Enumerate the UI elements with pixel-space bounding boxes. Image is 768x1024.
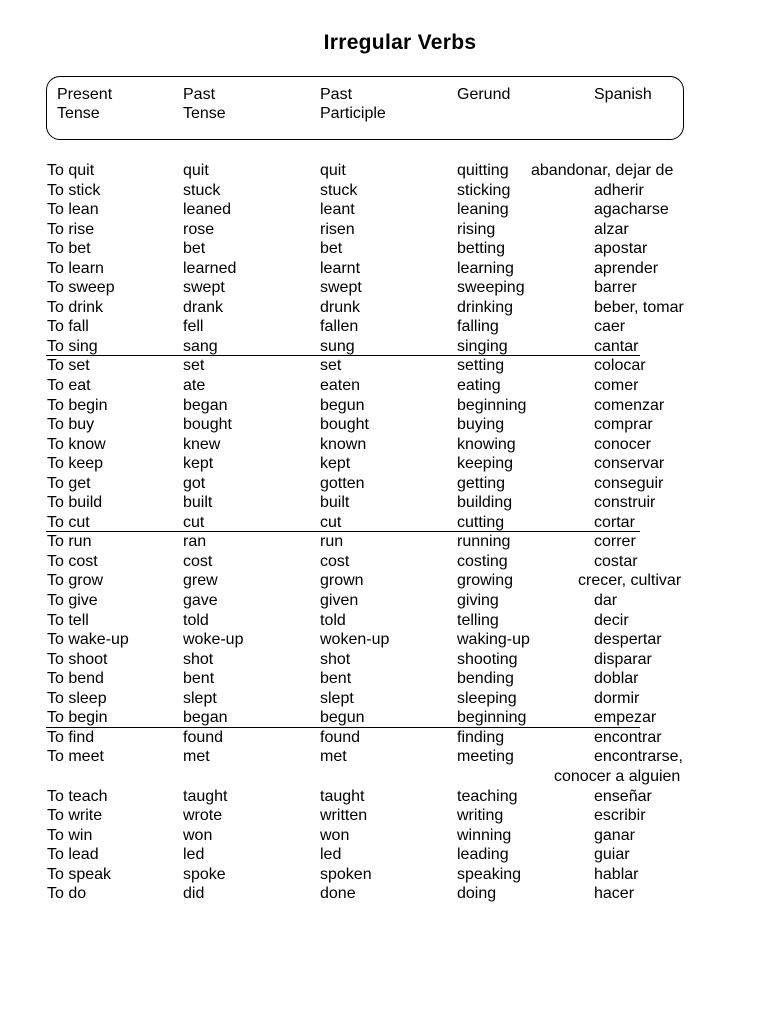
spanish-cell: comenzar: [594, 396, 665, 414]
spanish-cell: disparar: [594, 650, 652, 668]
past-tense-cell: rose: [183, 220, 215, 238]
gerund-cell: sweeping: [457, 279, 525, 297]
past-participle-cell: begun: [320, 709, 365, 727]
gerund-cell: building: [457, 494, 513, 512]
spanish-cell: enseñar: [594, 787, 652, 805]
header-participle-line2: Participle: [320, 105, 386, 122]
past-tense-cell: bent: [183, 670, 215, 688]
table-row: [0, 884, 768, 904]
past-participle-cell: told: [320, 611, 346, 629]
table-row: [0, 669, 768, 689]
present-tense-cell: To shoot: [47, 650, 108, 668]
table-row: [0, 728, 768, 748]
past-participle-cell: met: [320, 748, 347, 766]
past-participle-cell: fallen: [320, 318, 359, 336]
past-tense-cell: slept: [183, 689, 217, 707]
gerund-cell: buying: [457, 416, 505, 434]
gerund-cell: writing: [457, 807, 504, 825]
gerund-cell: sleeping: [457, 689, 517, 707]
gerund-cell: betting: [457, 240, 506, 258]
past-participle-cell: drunk: [320, 298, 361, 316]
present-tense-cell: To teach: [47, 787, 108, 805]
gerund-cell: falling: [457, 318, 499, 336]
past-tense-cell: taught: [183, 787, 228, 805]
present-tense-cell: To set: [47, 357, 90, 375]
past-tense-cell: shot: [183, 650, 214, 668]
past-participle-cell: bet: [320, 240, 343, 258]
present-tense-cell: To get: [47, 474, 91, 492]
table-row: [0, 689, 768, 709]
past-participle-cell: written: [320, 807, 368, 825]
past-participle-cell: stuck: [320, 181, 358, 199]
gerund-cell: shooting: [457, 650, 518, 668]
spanish-cell: aprender: [594, 259, 659, 277]
past-participle-cell: quit: [320, 162, 346, 179]
table-row: [0, 571, 768, 591]
gerund-cell: bending: [457, 670, 514, 688]
present-tense-cell: To fall: [47, 318, 89, 336]
spanish-cell: conocer: [594, 435, 651, 453]
spanish-cell: cantar: [594, 337, 639, 355]
spanish-cell: hablar: [594, 865, 639, 883]
table-row: [0, 435, 768, 455]
spanish-cell: cortar: [594, 513, 635, 531]
past-participle-cell: bent: [320, 670, 352, 688]
past-participle-cell: cost: [320, 552, 350, 570]
past-participle-cell: grown: [320, 572, 364, 590]
past-tense-cell: got: [183, 474, 206, 492]
present-tense-cell: To sweep: [47, 279, 115, 297]
table-row: [46, 708, 657, 728]
table-row: [0, 806, 768, 826]
spanish-cell: empezar: [594, 709, 657, 727]
spanish-cell: encontrar: [594, 728, 662, 746]
present-tense-cell: To lead: [47, 846, 99, 864]
past-tense-cell: began: [183, 396, 228, 414]
spanish-cell: [554, 747, 768, 786]
table-row: [0, 239, 768, 259]
past-participle-cell: risen: [320, 220, 355, 238]
table-row: [0, 826, 768, 846]
gerund-cell: speaking: [457, 865, 522, 883]
table-row: [46, 337, 640, 357]
header-past-participle: [320, 85, 386, 123]
past-participle-cell: spoken: [320, 865, 372, 883]
past-participle-cell: set: [320, 357, 342, 375]
table-row: [0, 376, 768, 396]
past-tense-cell: gave: [183, 592, 218, 610]
past-tense-cell: leaned: [183, 201, 232, 219]
spanish-cell: crecer, cultivar: [578, 572, 682, 590]
past-tense-cell: spoke: [183, 865, 226, 883]
present-tense-cell: To tell: [47, 611, 89, 629]
table-row: [0, 200, 768, 220]
present-tense-cell: To buy: [47, 416, 95, 434]
present-tense-cell: To bet: [47, 240, 91, 258]
present-tense-cell: To rise: [47, 220, 95, 238]
header-past-line2: Tense: [183, 105, 226, 122]
past-participle-cell: bought: [320, 416, 369, 434]
past-tense-cell: woke-up: [183, 631, 244, 649]
page-title: Irregular Verbs: [323, 31, 477, 54]
present-tense-cell: To begin: [47, 396, 108, 414]
table-row: [0, 278, 768, 298]
present-tense-cell: To know: [47, 435, 106, 453]
table-row: [0, 552, 768, 572]
past-tense-cell: ran: [183, 533, 207, 551]
past-tense-cell: set: [183, 357, 205, 375]
spanish-cell: beber, tomar: [594, 298, 684, 316]
present-tense-cell: To lean: [47, 201, 99, 219]
gerund-cell: knowing: [457, 435, 516, 453]
present-tense-cell: To run: [47, 533, 92, 551]
table-row: [0, 317, 768, 337]
past-tense-cell: began: [183, 709, 228, 727]
gerund-cell: singing: [457, 337, 508, 355]
spanish-cell: conservar: [594, 455, 665, 473]
table-row: [0, 415, 768, 435]
present-tense-cell: To write: [47, 807, 103, 825]
table-row: [0, 650, 768, 670]
spanish-cell: dormir: [594, 689, 640, 707]
present-tense-cell: To sleep: [47, 689, 107, 707]
column-header-box: [46, 76, 684, 140]
past-tense-cell: sang: [183, 337, 218, 355]
present-tense-cell: To learn: [47, 259, 104, 277]
gerund-cell: learning: [457, 259, 514, 277]
present-tense-cell: To meet: [47, 748, 104, 766]
spanish-cell: conseguir: [594, 474, 664, 492]
spanish-cell: agacharse: [594, 201, 669, 219]
table-row: [0, 493, 768, 513]
table-row: [0, 747, 768, 786]
table-row: [0, 474, 768, 494]
table-row: [0, 787, 768, 807]
present-tense-cell: To begin: [47, 709, 108, 727]
gerund-cell: eating: [457, 377, 501, 395]
past-tense-cell: grew: [183, 572, 218, 590]
spanish-cell: comprar: [594, 416, 653, 434]
present-tense-cell: To speak: [47, 865, 112, 883]
gerund-cell: getting: [457, 474, 506, 492]
table-row: [0, 396, 768, 416]
gerund-cell: growing: [457, 572, 514, 590]
table-row: [0, 298, 768, 318]
past-participle-cell: cut: [320, 513, 342, 531]
past-tense-cell: stuck: [183, 181, 221, 199]
present-tense-cell: To wake-up: [47, 631, 129, 649]
header-present-line1: Present: [57, 86, 113, 103]
past-participle-cell: gotten: [320, 474, 365, 492]
spanish-cell: barrer: [594, 279, 637, 297]
present-tense-cell: To win: [47, 826, 93, 844]
gerund-cell: beginning: [457, 396, 527, 414]
present-tense-cell: To cost: [47, 552, 98, 570]
spanish-cell: decir: [594, 611, 629, 629]
present-tense-cell: To sing: [47, 337, 98, 355]
past-tense-cell: drank: [183, 298, 224, 316]
past-tense-cell: knew: [183, 435, 221, 453]
gerund-cell: doing: [457, 885, 497, 903]
spanish-cell: apostar: [594, 240, 648, 258]
spanish-cell: colocar: [594, 357, 646, 375]
gerund-cell: sticking: [457, 181, 511, 199]
present-tense-cell: To keep: [47, 455, 104, 473]
past-participle-cell: sung: [320, 337, 355, 355]
gerund-cell: finding: [457, 728, 505, 746]
past-participle-cell: taught: [320, 787, 365, 805]
gerund-cell: winning: [457, 826, 512, 844]
present-tense-cell: To eat: [47, 377, 91, 395]
past-tense-cell: cost: [183, 552, 213, 570]
gerund-cell: leaning: [457, 201, 509, 219]
past-tense-cell: told: [183, 611, 209, 629]
header-past-tense: [183, 85, 226, 123]
spanish-cell: hacer: [594, 885, 635, 903]
past-participle-cell: shot: [320, 650, 351, 668]
past-participle-cell: won: [320, 826, 350, 844]
header-participle-line1: Past: [320, 86, 353, 103]
gerund-cell: cutting: [457, 513, 505, 531]
present-tense-cell: To bend: [47, 670, 104, 688]
spanish-cell: escribir: [594, 807, 646, 825]
past-participle-cell: woken-up: [320, 631, 390, 649]
present-tense-cell: To grow: [47, 572, 104, 590]
table-row: [46, 513, 640, 533]
past-tense-cell: cut: [183, 513, 205, 531]
gerund-cell: running: [457, 533, 511, 551]
gerund-cell: keeping: [457, 455, 514, 473]
present-tense-cell: To do: [47, 885, 87, 903]
spanish-cell: costar: [594, 552, 638, 570]
table-row: [0, 630, 768, 650]
past-participle-cell: slept: [320, 689, 354, 707]
gerund-cell: waking-up: [457, 631, 530, 649]
past-tense-cell: wrote: [183, 807, 223, 825]
spanish-cell: despertar: [594, 631, 662, 649]
spanish-cell: comer: [594, 377, 639, 395]
header-past-line1: Past: [183, 86, 216, 103]
gerund-cell: leading: [457, 846, 509, 864]
past-tense-cell: built: [183, 494, 213, 512]
past-participle-cell: built: [320, 494, 350, 512]
table-row: [0, 220, 768, 240]
spanish-cell: caer: [594, 318, 626, 336]
spanish-cell: dar: [594, 592, 618, 610]
table-row: [0, 865, 768, 885]
past-participle-cell: given: [320, 592, 359, 610]
table-row: [0, 161, 768, 181]
gerund-cell: drinking: [457, 298, 514, 316]
spanish-cell: alzar: [594, 220, 629, 238]
present-tense-cell: To drink: [47, 298, 104, 316]
past-tense-cell: bet: [183, 240, 206, 258]
past-participle-cell: kept: [320, 455, 351, 473]
present-tense-cell: To cut: [47, 513, 90, 531]
past-tense-cell: bought: [183, 416, 232, 434]
table-row: [0, 611, 768, 631]
past-participle-cell: run: [320, 533, 344, 551]
spanish-cell: correr: [594, 533, 636, 551]
table-row: [0, 845, 768, 865]
table-row: [0, 356, 768, 376]
verb-table: [0, 161, 768, 904]
table-row: [0, 532, 768, 552]
table-row: [0, 259, 768, 279]
present-tense-cell: To quit: [47, 162, 95, 179]
spanish-line1: encontrarse,: [594, 748, 683, 766]
spanish-cell: abandonar, dejar de: [531, 162, 674, 179]
spanish-cell: adherir: [594, 181, 644, 199]
past-tense-cell: ate: [183, 377, 206, 395]
table-row: [0, 591, 768, 611]
gerund-cell: rising: [457, 220, 496, 238]
spanish-cell: construir: [594, 494, 656, 512]
table-row: [0, 181, 768, 201]
past-tense-cell: kept: [183, 455, 214, 473]
past-tense-cell: did: [183, 885, 205, 903]
header-present-line2: Tense: [57, 105, 100, 122]
past-tense-cell: swept: [183, 279, 225, 297]
spanish-cell: guiar: [594, 846, 630, 864]
past-participle-cell: eaten: [320, 377, 361, 395]
past-participle-cell: swept: [320, 279, 362, 297]
past-participle-cell: known: [320, 435, 367, 453]
gerund-cell: costing: [457, 552, 508, 570]
gerund-cell: meeting: [457, 748, 514, 766]
header-gerund: [457, 85, 510, 104]
spanish-cell: ganar: [594, 826, 635, 844]
spanish-cell: doblar: [594, 670, 639, 688]
present-tense-cell: To stick: [47, 181, 101, 199]
table-row: [0, 454, 768, 474]
past-tense-cell: met: [183, 748, 210, 766]
past-tense-cell: led: [183, 846, 205, 864]
header-present-tense: [57, 85, 112, 123]
gerund-cell: giving: [457, 592, 499, 610]
past-participle-cell: done: [320, 885, 356, 903]
present-tense-cell: To give: [47, 592, 98, 610]
gerund-cell: telling: [457, 611, 499, 629]
past-participle-cell: learnt: [320, 259, 361, 277]
gerund-cell: beginning: [457, 709, 527, 727]
past-tense-cell: found: [183, 728, 224, 746]
past-participle-cell: begun: [320, 396, 365, 414]
past-participle-cell: leant: [320, 201, 355, 219]
past-tense-cell: fell: [183, 318, 204, 336]
gerund-cell: teaching: [457, 787, 518, 805]
gerund-cell: setting: [457, 357, 505, 375]
past-tense-cell: won: [183, 826, 213, 844]
past-participle-cell: found: [320, 728, 361, 746]
past-participle-cell: led: [320, 846, 342, 864]
header-spanish: [594, 85, 652, 104]
header-gerund-line1: Gerund: [457, 86, 511, 103]
gerund-cell: quitting: [457, 162, 509, 179]
past-tense-cell: quit: [183, 162, 209, 179]
present-tense-cell: To find: [47, 728, 95, 746]
past-tense-cell: learned: [183, 259, 237, 277]
spanish-line2: conocer a alguien: [554, 767, 681, 785]
present-tense-cell: To build: [47, 494, 103, 512]
header-spanish-line1: Spanish: [594, 86, 652, 103]
